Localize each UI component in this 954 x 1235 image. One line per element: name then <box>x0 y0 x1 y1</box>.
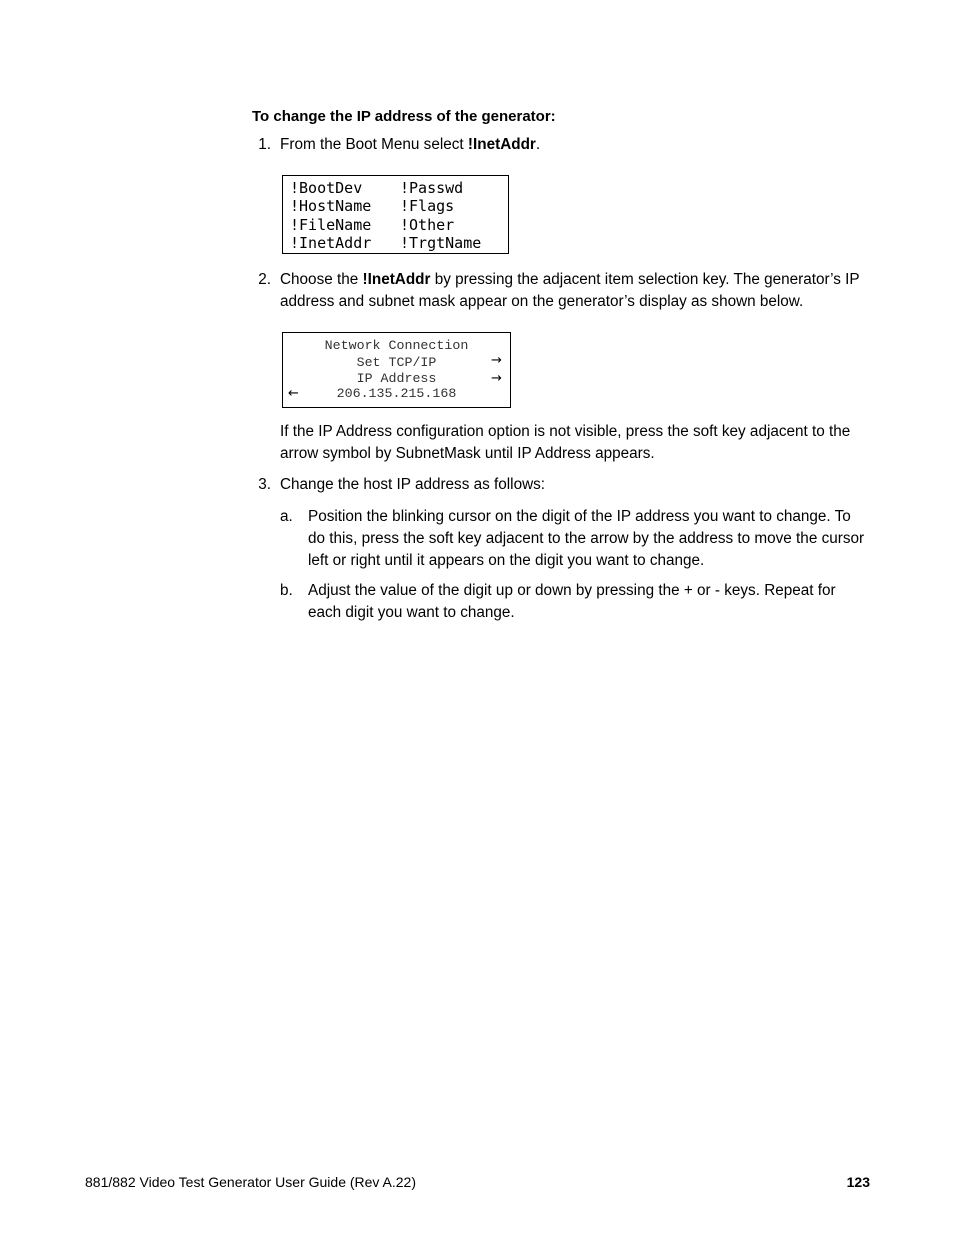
page-number: 123 <box>846 1174 870 1190</box>
procedure-heading: To change the IP address of the generator: <box>252 108 556 125</box>
substep-b-text: Adjust the value of the digit up or down by pressing the + or - keys. Repeat for each digit you want to change. <box>308 582 836 621</box>
display-line-set-tcpip: Set TCP/IP <box>356 355 437 370</box>
step-3-number: 3. <box>258 476 271 493</box>
step-1-text-before: From the Boot Menu select <box>280 136 468 153</box>
step-1-text <box>280 134 540 156</box>
left-arrow-icon: ← <box>288 386 299 401</box>
footer-title: 881/882 Video Test Generator User Guide (Rev A.22) <box>85 1174 417 1190</box>
step-2-text-before: Choose the <box>280 271 363 288</box>
step-1-text-after: . <box>535 136 541 153</box>
boot-menu-item-bootdev: !BootDev <box>290 179 363 197</box>
boot-menu-item-hostname: !HostName <box>290 197 372 215</box>
step-1-number: 1. <box>258 136 271 153</box>
step-3-text: Change the host IP address as follows: <box>280 476 546 493</box>
step-2-text <box>280 269 870 313</box>
network-connection-display <box>282 332 511 408</box>
step-2-bold: !InetAddr <box>362 271 431 288</box>
boot-menu-item-passwd: !Passwd <box>400 179 464 197</box>
display-line-ip-address: IP Address <box>356 371 437 386</box>
note-paragraph: If the IP Address configuration option is not visible, press the soft key adjacent to the arrow symbol by SubnetMask until IP Address appears. <box>280 423 851 462</box>
boot-menu-item-other: !Other <box>400 216 455 234</box>
boot-menu-display <box>282 175 509 254</box>
step-2-number: 2. <box>258 271 271 288</box>
right-arrow-icon: → <box>491 353 502 368</box>
boot-menu-item-flags: !Flags <box>400 197 455 215</box>
boot-menu-item-filename: !FileName <box>290 216 372 234</box>
right-arrow-icon: → <box>491 371 502 386</box>
display-line-ip-value: 206.135.215.168 <box>336 386 457 401</box>
substep-a-letter: a. <box>280 508 293 525</box>
boot-menu-item-inetaddr: !InetAddr <box>290 234 372 252</box>
step-2-text-after: by pressing the adjacent item selection key. The generator’s IP address and subnet mask appear on the generator’s display as shown below. <box>280 271 860 310</box>
step-1-bold: !InetAddr <box>467 136 536 153</box>
display-line-title: Network Connection <box>324 338 469 353</box>
substep-a-text: Position the blinking cursor on the digit of the IP address you want to change. To do this, press the soft key adjacent to the arrow by the address to move the cursor left or right until it appears on the digit you want to change. <box>308 508 865 569</box>
substep-b-letter: b. <box>280 582 293 599</box>
boot-menu-item-trgtname: !TrgtName <box>400 234 482 252</box>
